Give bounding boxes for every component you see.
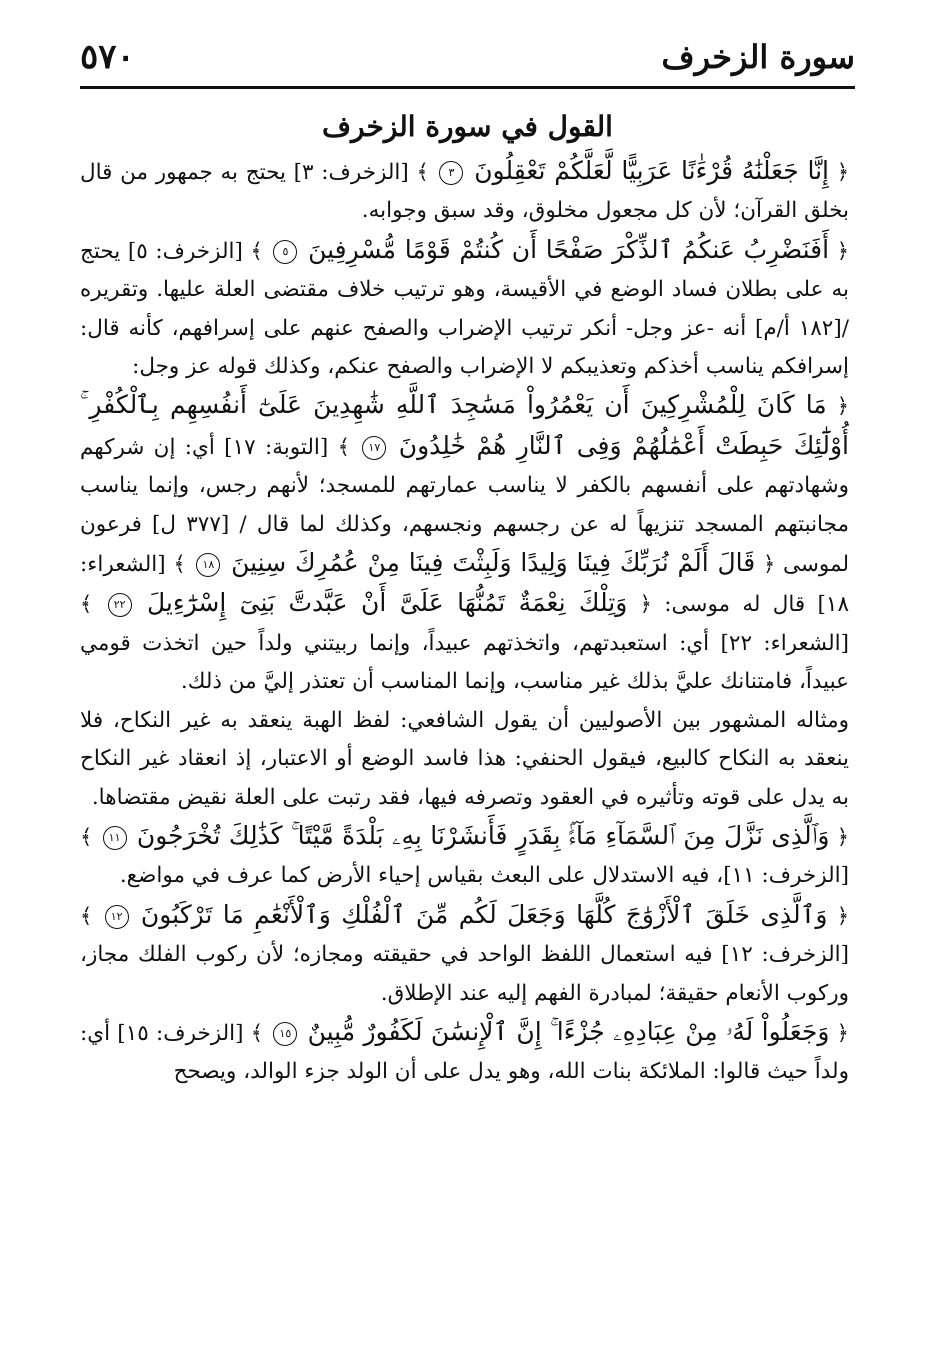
paragraph-5 (80, 817, 849, 896)
ayah-number-marker: ٢٢ (108, 593, 132, 617)
commentary-text: ومثاله المشهور بين الأصوليين أن يقول الشافعي: لفظ الهبة ينعقد به غير النكاح، فلا ينعقد به النكاح كالبيع، فيقول الحنفي: هذا فاسد الوضع أو الاعتبار، إذ انعقاد غير النكاح به يدل على قوته وتأثيره في العقود وتصرفه فيها، فقد رتبت على العلة نقيض مقتضاها. (80, 707, 849, 810)
body-text (80, 152, 849, 1092)
quran-bracket-open: ﴿ (762, 552, 776, 577)
quran-bracket-open: ﴿ (836, 238, 849, 263)
quran-verse: أَفَنَضْرِبُ عَنكُمُ ٱلذِّكْرَ صَفْحًا أَن كُنتُمْ قَوْمًا مُّسْرِفِينَ (308, 234, 830, 264)
commentary-text: [الشعراء: ٢٢] أي: استعبدتهم، واتخذتهم عبيداً، وإنما ربيتني ولداً حين اتخذت قومي عبيداً، فامتنانك عليَّ بذلك غير مناسب، وإنما المناسب أن تعتذر إليَّ من ذلك. (80, 630, 849, 695)
quran-bracket-close: ﴾ (416, 160, 429, 184)
page-header (80, 30, 855, 80)
commentary-text: [الزخرف: ١٥] أي: ولداً حيث قالوا: الملائكة بنات الله، وهو يدل على أن الولد جزء الوالد، ويصحح (80, 1020, 849, 1085)
quran-verse: وَجَعَلُواْ لَهُۥ مِنْ عِبَادِهِۦ جُزْءًا ۚ إِنَّ ٱلْإِنسَٰنَ لَكَفُورٌ مُّبِينٌ (307, 1016, 830, 1046)
ayah-number-marker: ١٧ (362, 436, 386, 460)
quran-verse: قَالَ أَلَمْ نُرَبِّكَ فِينَا وَلِيدًا وَلَبِثْتَ فِينَا مِنْ عُمُرِكَ سِنِينَ (231, 548, 756, 578)
quran-verse: إِنَّا جَعَلْنَٰهُ قُرْءَٰنًا عَرَبِيًّا لَّعَلَّكُمْ تَعْقِلُونَ (474, 156, 829, 185)
commentary-text: [التوبة: ١٧] أي: إن شركهم وشهادتهم على أنفسهم بالكفر لا يناسب عمارتهم للمسجد؛ لأنهم رجس، وإنما يناسب مجانبتهم المسجد تنزيهاً له عن رجسهم ونجسهم، وكذلك لما قال / [٣٧٧ ل] فرعون لموسى (80, 434, 850, 578)
section-title: القول في سورة الزخرف (322, 110, 613, 143)
quran-bracket-close: ﴾ (80, 903, 93, 928)
quran-bracket-open: ﴿ (836, 1020, 849, 1045)
paragraph-3 (80, 386, 849, 701)
page-number: ٥٧٠ (80, 37, 135, 77)
commentary-text: [الزخرف: ١٢] فيه استعمال اللفظ الواحد في حقيقته ومجازه؛ لأن ركوب الفلك مجاز، وركوب الأنعام حقيقة؛ لمبادرة الفهم إليه عند الإطلاق. (80, 942, 849, 1006)
ayah-number-marker: ١١ (103, 826, 127, 850)
ayah-number-marker: ٣ (439, 161, 463, 185)
ayah-number-marker: ١٨ (196, 553, 220, 577)
running-head-surah: سورة الزخرف (661, 38, 855, 76)
ayah-number-marker: ١٢ (105, 905, 129, 929)
quran-bracket-close: ﴾ (173, 552, 186, 577)
quran-bracket-open: ﴿ (639, 592, 652, 617)
quran-bracket-open: ﴿ (836, 394, 849, 419)
header-rule (80, 86, 855, 89)
quran-bracket-close: ﴾ (80, 592, 93, 617)
quran-verse: مَا كَانَ لِلْمُشْرِكِينَ أَن يَعْمُرُواْ مَسَٰجِدَ ٱللَّهِ شَٰهِدِينَ عَلَىٰٓ أَنفُسِهِم بِٱلْكُفْرِ ۚ أُوْلَٰٓئِكَ حَبِطَتْ أَعْمَٰلُهُمْ وَفِى ٱلنَّارِ هُمْ خَٰلِدُونَ (80, 390, 849, 460)
commentary-text: [الشعراء: ١٨] قال له موسى: (80, 552, 849, 618)
quran-verse: وَٱلَّذِى نَزَّلَ مِنَ ٱلسَّمَآءِ مَآءًۢ بِقَدَرٍ فَأَنشَرْنَا بِهِۦ بَلْدَةً مَّيْتًا ۚ كَذَٰلِكَ تُخْرَجُونَ (136, 820, 830, 850)
quran-bracket-open: ﴿ (836, 824, 850, 849)
ayah-number-marker: ١٥ (273, 1022, 297, 1046)
quran-bracket-close: ﴾ (80, 824, 93, 849)
quran-bracket-open: ﴿ (836, 160, 850, 184)
quran-bracket-close: ﴾ (250, 238, 263, 263)
quran-verse: وَتِلْكَ نِعْمَةٌ تَمُنُّهَا عَلَىَّ أَنْ عَبَّدتَّ بَنِىٓ إِسْرَٰٓءِيلَ (146, 588, 628, 618)
commentary-text: [الزخرف: ٥] يحتج به على بطلان فساد الوضع في الأقيسة، وهو ترتيب خلاف مقتضى العلة عليها. وتقريره /[١٨٢ أ/م] أنه -عز وجل- أنكر ترتيب الإضراب والصفح عنهم على إسرافهم، كأنه قال: إسرافكم يناسب أخذكم وتعذيبكم لا الإضراب والصفح عنكم، وكذلك قوله عز وجل: (80, 238, 849, 380)
quran-bracket-close: ﴾ (250, 1020, 264, 1045)
paragraph-1 (80, 152, 849, 231)
quran-verse: وَٱلَّذِى خَلَقَ ٱلْأَزْوَٰجَ كُلَّهَا وَجَعَلَ لَكُم مِّنَ ٱلْفُلْكِ وَٱلْأَنْعَٰمِ مَا تَرْكَبُونَ (140, 899, 828, 929)
paragraph-7 (80, 1013, 849, 1092)
commentary-text: [الزخرف: ٣] يحتج به جمهور من قال بخلق القرآن؛ لأن كل مجعول مخلوق، وقد سبق وجوابه. (80, 160, 849, 224)
paragraph-4 (80, 702, 849, 817)
ayah-number-marker: ٥ (273, 240, 297, 264)
quran-bracket-open: ﴿ (836, 903, 849, 928)
quran-bracket-close: ﴾ (337, 434, 350, 459)
paragraph-6 (80, 896, 849, 1013)
commentary-text: [الزخرف: ١١]، فيه الاستدلال على البعث بقياس إحياء الأرض كما عرف في مواضع. (119, 863, 849, 889)
paragraph-2 (80, 231, 849, 387)
